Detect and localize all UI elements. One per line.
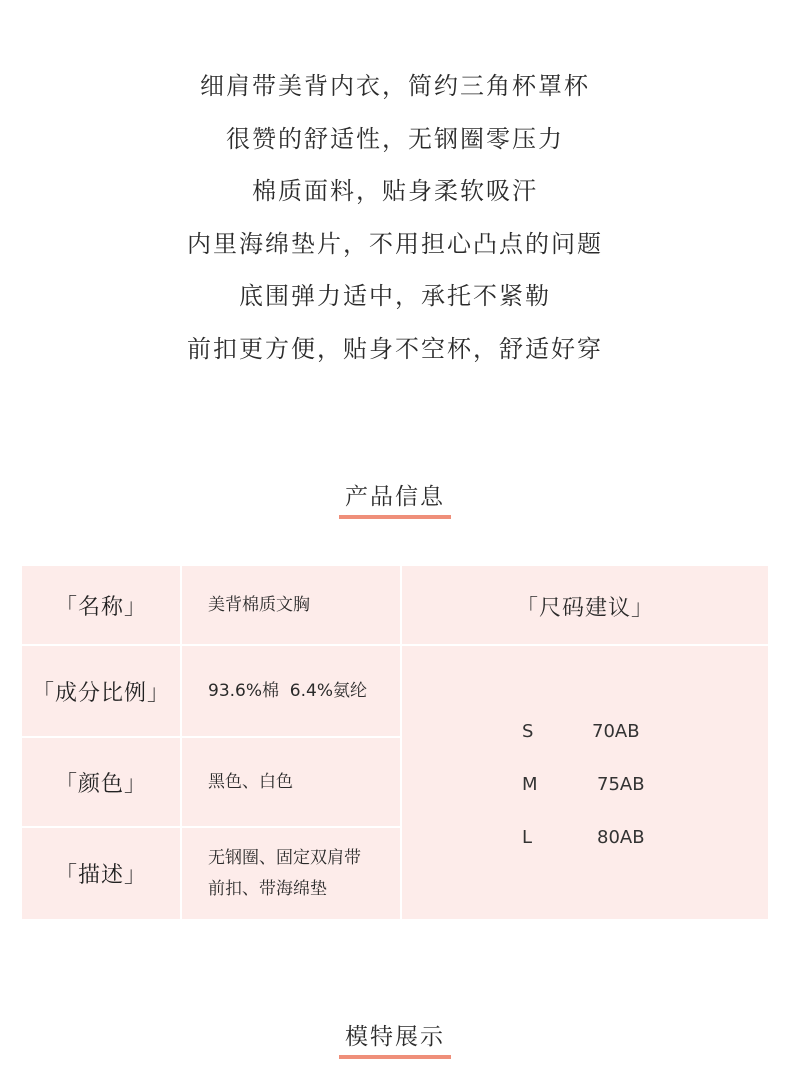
name-value: 美背棉质文胸 [208,594,310,615]
size-letter: L [522,827,533,848]
size-row [522,717,662,770]
product-info-title: 产品信息 [339,478,451,519]
size-row [522,823,662,876]
product-info-heading [0,478,790,519]
model-display-heading [0,1018,790,1059]
size-cup: 75AB [597,774,645,795]
composition-label: 「成分比例」 [31,680,170,706]
model-display-title: 模特展示 [339,1018,451,1059]
description-line: 无钢圈、固定双肩带 [208,847,361,868]
size-letter: S [522,721,534,742]
size-row [522,770,662,823]
description-label: 「描述」 [54,863,147,888]
name-label: 「名称」 [54,594,147,620]
size-cup: 70AB [592,721,640,742]
description-value [182,828,400,919]
size-list [522,717,662,876]
color-label: 「颜色」 [54,771,147,797]
intro-line: 内里海绵垫片，不用担心凸点的问题 [187,229,603,258]
intro-line: 棉质面料，贴身柔软吸汗 [252,177,538,205]
intro-line: 底围弹力适中，承托不紧勒 [239,282,551,310]
size-letter: M [522,774,538,795]
intro-line: 前扣更方便，贴身不空杯，舒适好穿 [187,334,603,363]
composition-value: 93.6%棉 6.4%氨纶 [208,680,368,701]
intro-text-block [0,62,790,377]
description-line: 前扣、带海绵垫 [208,878,327,899]
intro-line: 很赞的舒适性，无钢圈零压力 [226,124,564,153]
size-suggestion-header: 「尺码建议」 [515,595,654,621]
size-cup: 80AB [597,827,645,848]
color-value: 黑色、白色 [208,771,293,792]
intro-line: 细肩带美背内衣，简约三角杯罩杯 [200,72,590,100]
